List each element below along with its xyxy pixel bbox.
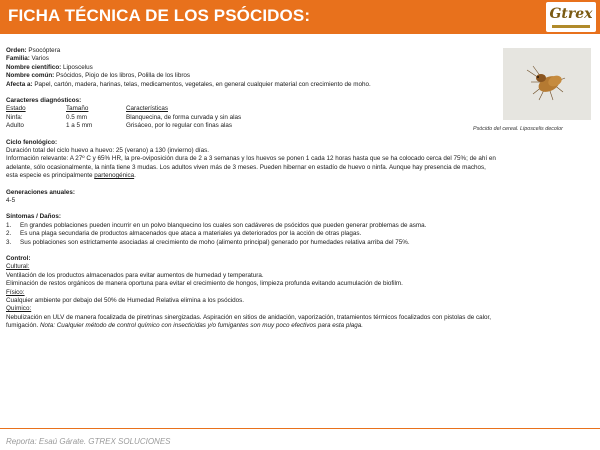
sintomas-title: Síntomas / Daños: <box>6 213 61 221</box>
gtrex-logo <box>546 2 596 32</box>
cell-estado: Adulto <box>6 122 24 130</box>
logo-underline <box>552 25 590 28</box>
item-number: 2. <box>6 230 12 238</box>
item-text: En grandes poblaciones pueden incurrir en un polvo blanquecino los cuales son cadáveres de psócidos que pueden generar problemas de asma. <box>20 221 427 229</box>
info-value: Psocóptera <box>26 47 61 54</box>
sintomas-item <box>6 230 594 238</box>
ciclo-line: Información relevante: A 27º C y 65% HR, la pre-oviposición dura de 2 a 3 semanas y los huevos se ponen 1 cada 12 horas hasta que se ha colocado cerca del 75%; de ahí en <box>6 155 496 163</box>
footer-divider <box>0 428 600 429</box>
quimico-plain: fumigación. <box>6 322 40 330</box>
info-orden <box>6 47 594 55</box>
logo-text: Gtrex <box>549 6 593 22</box>
ciclo-text: esta especie es principalmente <box>6 172 95 180</box>
info-label: Nombre común: <box>6 72 55 80</box>
ciclo-line <box>6 172 594 180</box>
ciclo-period: . <box>134 172 136 180</box>
control-fisico-text: Cualquier ambiente por debajo del 50% de Humedad Relativa elimina a los psócidos. <box>6 297 245 305</box>
info-label: Familia: <box>6 55 30 63</box>
header-bar <box>0 0 600 34</box>
photo-caption-text: Psócido del cereal. <box>473 126 521 132</box>
item-text: Es una plaga secundaria de productos almacenados que ataca a materiales ya deteriorados por la acción de otras plagas. <box>20 230 362 238</box>
col-header-estado: Estado <box>6 105 26 113</box>
generaciones-title: Generaciones anuales: <box>6 188 75 196</box>
caracteres-row-ninfa <box>6 114 594 122</box>
cell-tamano: 1 a 5 mm <box>66 122 93 130</box>
control-cultural-text: Eliminación de restos orgánicos de manera oportuna para evitar el crecimiento de hongos, limpieza profunda evitando acumulación de biofilm. <box>6 280 403 288</box>
col-header-caracteristicas: Características <box>126 105 168 113</box>
item-text: Sus poblaciones son estrictamente asociadas al crecimiento de moho (alimento principal) generado por humedades relativa arriba del 75%. <box>20 238 410 246</box>
quimico-note: Nota: Cualquier método de control químico con insecticidas y/o fumigantes son muy poco efectivos para esta plaga. <box>39 322 364 330</box>
item-number: 1. <box>6 221 12 229</box>
cell-estado: Ninfa: <box>6 113 23 121</box>
ciclo-line: Duración total del ciclo huevo a huevo: 25 (verano) a 130 (invierno) días. <box>6 147 210 155</box>
info-nombre-cientifico <box>6 64 594 72</box>
ciclo-line: adelante, sólo ocasionalmente, la ninfa tiene 3 mudas. Los adultos viven más de 3 meses. Pueden hibernar en estadío de huevo o ninfa. Aunque hay presencia de machos, <box>6 163 486 171</box>
control-quimico-label: Químico: <box>6 305 32 313</box>
control-cultural-label: Cultural: <box>6 263 30 271</box>
control-fisico-label: Físico: <box>6 288 25 296</box>
info-label: Nombre científico: <box>6 63 62 71</box>
info-nombre-comun <box>6 72 594 80</box>
col-header-tamano: Tamaño <box>66 105 89 113</box>
info-familia <box>6 55 594 63</box>
cell-tamano: 0.5 mm <box>66 113 87 121</box>
control-quimico-text <box>6 322 594 330</box>
ciclo-title: Ciclo fenológico: <box>6 138 58 146</box>
cell-caracteristicas: Blanquecina, de forma curvada y sin alas <box>126 113 242 121</box>
cell-caracteristicas: Grisáceo, por lo regular con finas alas <box>126 122 233 130</box>
page-title: FICHA TÉCNICA DE LOS PSÓCIDOS: <box>8 6 311 25</box>
footer-reporter: Reporta: Esaú Gárate. GTREX SOLUCIONES <box>6 437 171 446</box>
info-afecta <box>6 81 594 89</box>
item-number: 3. <box>6 238 12 246</box>
info-value: Liposcelus <box>61 63 93 71</box>
info-label: Afecta a: <box>6 80 33 88</box>
info-value: Varios <box>29 55 49 63</box>
control-cultural-text: Ventilación de los productos almacenados para evitar aumentos de humedad y temperatura. <box>6 271 264 279</box>
control-title: Control: <box>6 255 31 263</box>
caracteres-title: Caracteres diagnósticos: <box>6 97 82 105</box>
photo-caption-species: Liposcelis decolor <box>520 126 563 132</box>
sintomas-item <box>6 239 594 247</box>
main-content <box>6 47 594 331</box>
info-label: Orden: <box>6 47 27 54</box>
partenogenica-link[interactable]: partenogénica <box>94 172 135 180</box>
generaciones-value: 4-5 <box>6 197 16 205</box>
sintomas-item <box>6 222 594 230</box>
info-value: Papel, cartón, madera, harinas, telas, medicamentos, vegetales, en general cualquier material con crecimiento de moho. <box>32 80 371 88</box>
caracteres-row-adulto <box>6 122 594 130</box>
caracteres-header-row <box>6 105 594 113</box>
info-value: Psócidos, Piojo de los libros, Polilla de los libros <box>54 72 191 80</box>
control-quimico-text: Nebulización en ULV de manera focalizada de piretrinas sinergizadas. Aspiración en sitios de anidación, vaporización, tratamientos térmicos focalizados con pistolas de calor, <box>6 313 492 321</box>
